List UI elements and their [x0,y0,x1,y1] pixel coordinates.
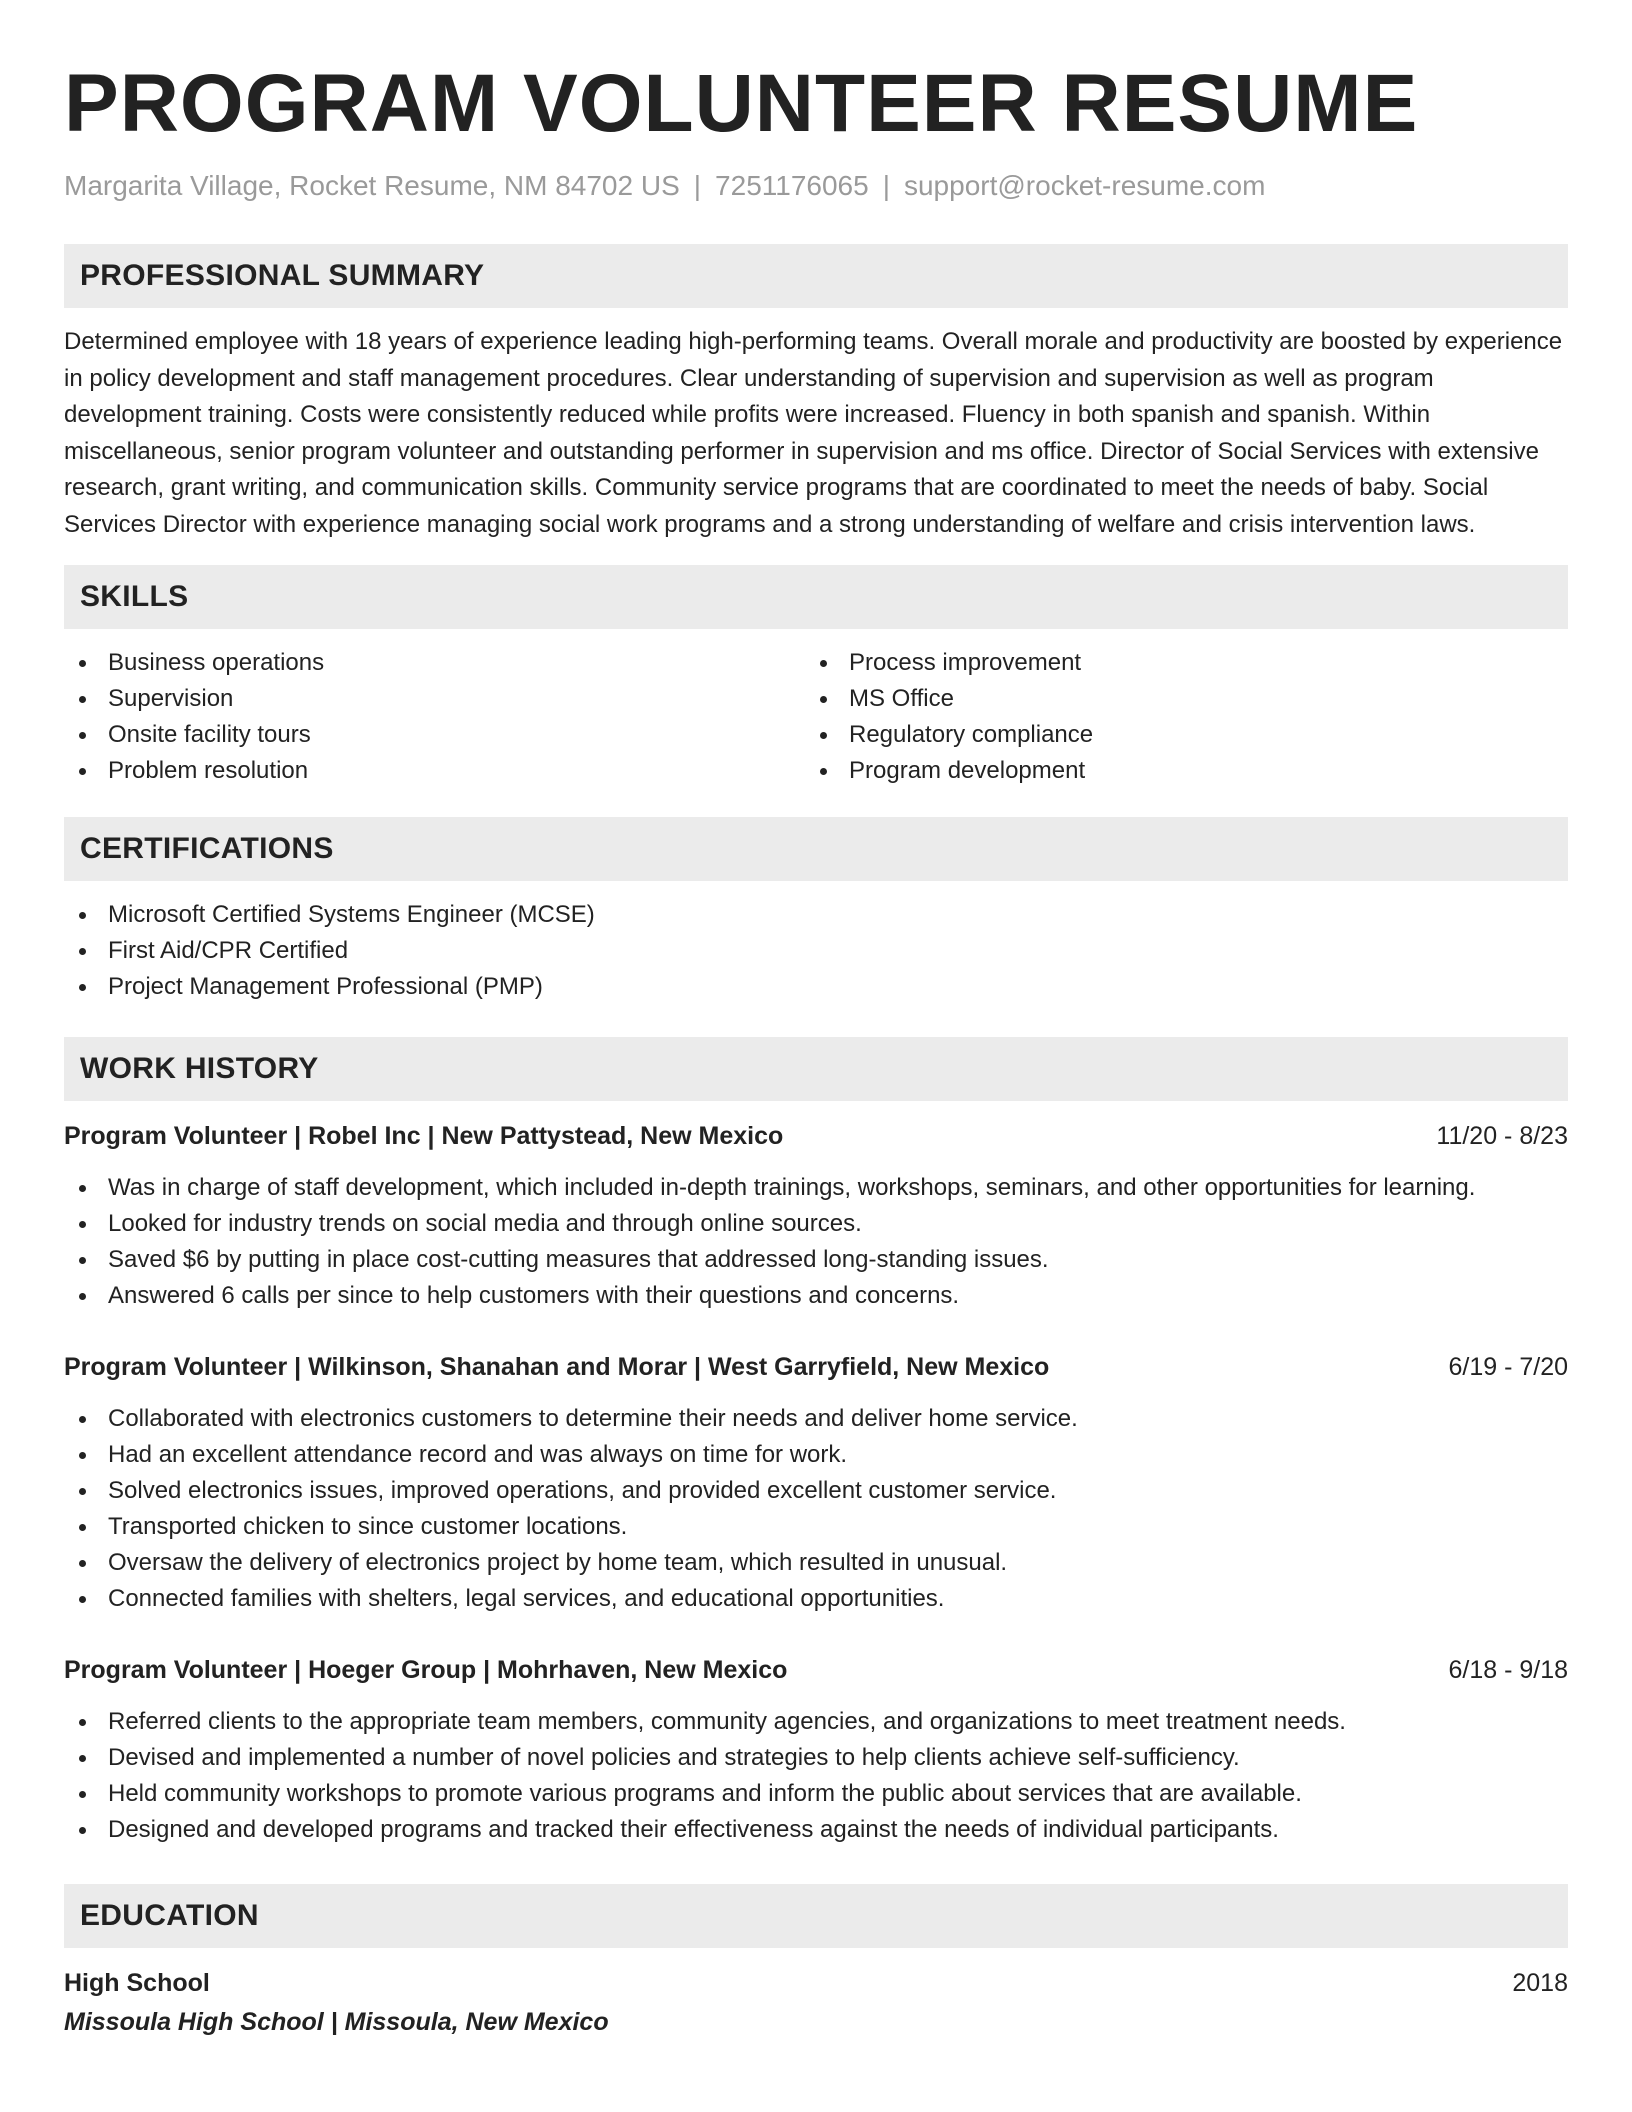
job-bullet: Answered 6 calls per since to help customers with their questions and concerns. [64,1278,1568,1314]
skill-item: Business operations [64,645,805,681]
skill-item: MS Office [805,681,1546,717]
job-bullet: Held community workshops to promote various programs and inform the public about services that are available. [64,1776,1568,1812]
education-entry [64,1966,1568,2040]
skill-item: Program development [805,753,1546,789]
job-bullets [64,1704,1568,1848]
skills-column-right [805,645,1546,789]
job-bullet: Referred clients to the appropriate team members, community agencies, and organizations to meet treatment needs. [64,1704,1568,1740]
job-bullet: Designed and developed programs and tracked their effectiveness against the needs of individual participants. [64,1812,1568,1848]
job-bullet: Connected families with shelters, legal services, and educational opportunities. [64,1581,1568,1617]
education-degree: High School [64,1969,210,1997]
resume-title: PROGRAM VOLUNTEER RESUME [64,58,1419,149]
section-header-certifications: CERTIFICATIONS [64,817,1568,881]
contact-separator: | [882,170,890,201]
contact-phone: 7251176065 [715,170,869,201]
job-entry [64,1350,1568,1617]
job-bullet: Was in charge of staff development, which included in-depth trainings, workshops, seminars, and other opportunities for learning. [64,1170,1568,1206]
job-bullet: Collaborated with electronics customers to determine their needs and deliver home service. [64,1401,1568,1437]
job-bullet: Transported chicken to since customer locations. [64,1509,1568,1545]
job-title: Program Volunteer | Robel Inc | New Pattystead, New Mexico [64,1122,784,1150]
skill-item: Process improvement [805,645,1546,681]
contact-email: support@rocket-resume.com [903,170,1266,201]
education-header [64,1966,1568,2000]
job-dates: 6/19 - 7/20 [1448,1353,1568,1381]
summary-text: Determined employee with 18 years of experience leading high-performing teams. Overall morale and productivity are boosted by experience in policy development and staff management procedures. Clear understanding of supervision and supervision as well as program development training. Costs were consistently reduced while profits were increased. Fluency in both spanish and spanish. Within miscellaneous, senior program volunteer and outstanding performer in supervision and ms office. Director of Social Services with extensive research, grant writing, and communication skills. Community service programs that are coordinated to meet the needs of baby. Social Services Director with experience managing social work programs and a strong understanding of welfare and crisis intervention laws. [64,328,1563,538]
education-year: 2018 [1512,1969,1568,1997]
section-header-summary: PROFESSIONAL SUMMARY [64,244,1568,308]
job-bullets [64,1170,1568,1314]
certification-item: Project Management Professional (PMP) [64,969,1568,1005]
job-entry [64,1653,1568,1848]
job-header [64,1119,1568,1153]
job-bullet: Oversaw the delivery of electronics project by home team, which resulted in unusual. [64,1545,1568,1581]
certification-item: First Aid/CPR Certified [64,933,1568,969]
job-dates: 6/18 - 9/18 [1448,1656,1568,1684]
job-bullet: Devised and implemented a number of novel policies and strategies to help clients achieve self-sufficiency. [64,1740,1568,1776]
certifications-list [64,897,1568,1005]
job-bullet: Solved electronics issues, improved operations, and provided excellent customer service. [64,1473,1568,1509]
skill-item: Problem resolution [64,753,805,789]
job-bullet: Saved $6 by putting in place cost-cutting measures that addressed long-standing issues. [64,1242,1568,1278]
job-dates: 11/20 - 8/23 [1436,1122,1568,1150]
contact-line [64,168,1568,204]
certification-item: Microsoft Certified Systems Engineer (MCSE) [64,897,1568,933]
skills-column-left [64,645,805,789]
section-header-skills: SKILLS [64,565,1568,629]
skills-grid [64,645,1568,789]
job-bullet: Had an excellent attendance record and was always on time for work. [64,1437,1568,1473]
job-header [64,1653,1568,1687]
section-header-education: EDUCATION [64,1884,1568,1948]
job-header [64,1350,1568,1384]
job-title: Program Volunteer | Hoeger Group | Mohrhaven, New Mexico [64,1656,788,1684]
skill-item: Onsite facility tours [64,717,805,753]
job-bullet: Looked for industry trends on social media and through online sources. [64,1206,1568,1242]
skill-item: Supervision [64,681,805,717]
job-title: Program Volunteer | Wilkinson, Shanahan and Morar | West Garryfield, New Mexico [64,1353,1050,1381]
section-header-work-history: WORK HISTORY [64,1037,1568,1101]
skill-item: Regulatory compliance [805,717,1546,753]
job-bullets [64,1401,1568,1617]
job-entry [64,1119,1568,1314]
education-school: Missoula High School | Missoula, New Mexico [64,2008,609,2036]
contact-separator: | [693,170,702,201]
contact-address: Margarita Village, Rocket Resume, NM 84702 US [64,170,680,201]
